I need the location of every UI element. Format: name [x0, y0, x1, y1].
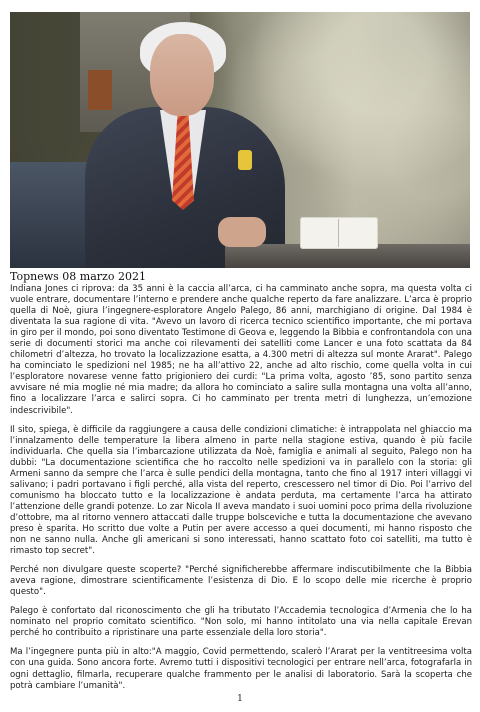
article-paragraph: Perché non divulgare queste scoperte? "Perché significherebbe affermare indiscutibilmente che la Bibbia aveva ragione, dimostrare scientificamente l’esistenza di Dio. E lo scopo delle mie ricerche è proprio questo". [10, 565, 472, 598]
article-photo [10, 12, 470, 268]
article-body [10, 284, 472, 700]
photo-caption: Topnews 08 marzo 2021 [10, 270, 146, 283]
page-number: 1 [237, 694, 243, 704]
photo-hand [218, 217, 266, 247]
photo-pocket-square [238, 150, 252, 170]
article-paragraph: Ma l’ingegnere punta più in alto:"A maggio, Covid permettendo, scalerò l’Ararat per la ventitreesima volta con una guida. Sono ancora forte. Avremo tutti i dispositivi tecnologici per entrare nell’arca, fotografarla in ogni dettaglio, filmarla, recuperare qualche frammento per le analisi di laboratorio. Sarà la scoperta che potrà cambiare l’umanità". [10, 647, 472, 691]
photo-face [150, 34, 214, 116]
photo-open-book [300, 217, 378, 249]
article-paragraph: Indiana Jones ci riprova: da 35 anni è la caccia all’arca, ci ha camminato anche sopra, ma questa volta ci vuole entrare, documentare l’interno e prendere anche qualche reperto da fare analizzare. L’arca è proprio quella di Noè, giura l’ingegnere-esploratore Angelo Palego, 86 anni, marchigiano di origine. Dal 1984 è diventata la sua ragione di vita. "Avevo un lavoro di ricerca tecnico scientifico importante, che mi portava in giro per il mondo, poi sono diventato Testimone di Geova e, leggendo la Bibbia e confrontandola con una serie di documenti storici ma anche coi rilevamenti dei satelliti come Lancer e una foto scattata da 84 chilometri d’altezza, ho trovato la localizzazione esatta, a 4.300 metri di altezza sul monte Ararat". Palego ha cominciato le spedizioni nel 1985; ne ha all’attivo 22, anche ad alto rischio, come quella volta in cui l’esploratore novarese venne fatto prigioniero dei curdi: "La prima volta, agosto ’85, sono partito senza avvisare né mia moglie né mia madre; da allora ho cominciato a salire sulla montagna una volta all’anno, fino a localizzare l’arca e salirci sopra. Ci ho camminato per trenta metri di lunghezza, un’emozione indescrivibile". [10, 284, 472, 416]
article-paragraph: Palego è confortato dal riconoscimento che gli ha tributato l’Accademia tecnologica d’Armenia che lo ha nominato nel proprio comitato scientifico. "Non solo, mi hanno intitolato una via nella capitale Erevan perché ho contribuito a ripristinare una parte essenziale della loro storia". [10, 606, 472, 639]
article-paragraph: Il sito, spiega, è difficile da raggiungere a causa delle condizioni climatiche: è intrappolata nel ghiaccio ma l’innalzamento delle temperature la libera almeno in parte nella stagione estiva, quando è più facile individuarla. Che quella sia l’imbarcazione utilizzata da Noè, famiglia e animali al seguito, Palego non ha dubbi: "La documentazione scientifica che ho raccolto nelle spedizioni va in parallelo con la storia: gli Armeni sanno da sempre che l’arca è sulle pendici della montagna, tanto che fino al 1917 interi villaggi vi salivano; i padri portavano i figli perché, alla vista del reperto, crescessero nel timor di Dio. Poi l’arrivo del comunismo ha bloccato tutto e la localizzazione è andata perduta, ma certamente l’arca ha attirato l’attenzione delle grandi potenze. Lo zar Nicola II aveva mandato i suoi uomini poco prima della rivoluzione d’ottobre, ma al ritorno vennero attaccati dalle truppe bolsceviche e tutta la documentazione che avevano preso è sparita. Ho scritto due volte a Putin per avere accesso a quei documenti, mi hanno risposto che non ne sanno nulla. Anche gli americani si sono interessati, hanno scattato foto coi satelliti, ma tutto è rimasto top secret". [10, 424, 472, 557]
